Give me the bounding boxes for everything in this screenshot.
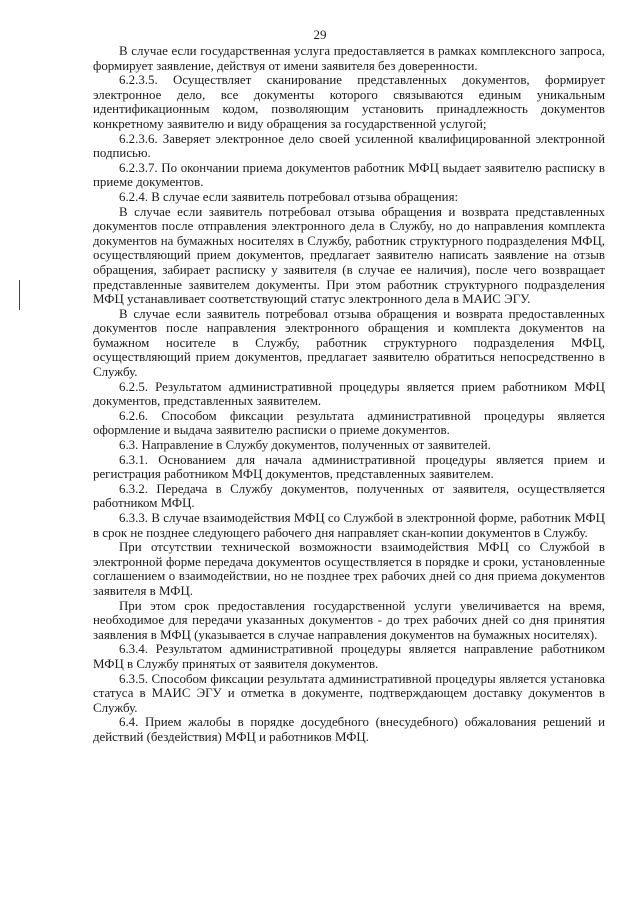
paragraph: В случае если заявитель потребовал отзыва обращения и возврата представленных документов после отправления электронного дела в Службу, но до направления комплекта документов на бумажных носителях в Службу, работник структурного подразделения МФЦ, осуществляющий прием документов, предлагает заявителю написать заявление на отзыв обращения, забирает расписку у заявителя (в случае ее наличия), после чего возвращает представленные заявителем документы. При этом работник структурного подразделения МФЦ устанавливает соответствующий статус электронного дела в МАИС ЭГУ.: [93, 204, 605, 307]
paragraph: 6.3.3. В случае взаимодействия МФЦ со Службой в электронной форме, работник МФЦ в срок не позднее следующего рабочего дня направляет скан-копии документов в Службу.: [93, 511, 605, 540]
page-number: 29: [313, 27, 327, 42]
paragraph: 6.2.3.5. Осуществляет сканирование представленных документов, формирует электронное дело, все документы которого связываются единым уникальным идентификационным кодом, позволяющим установить принадлежность документов конкретному заявителю и виду обращения за государственной услугой;: [93, 73, 605, 131]
paragraph: При этом срок предоставления государственной услуги увеличивается на время, необходимое для передачи указанных документов - до трех рабочих дней со дня принятия заявления в МФЦ (указывается в случае направления документов на бумажных носителях).: [93, 598, 605, 642]
document-body: [93, 44, 605, 745]
margin-mark: [19, 280, 20, 310]
paragraph: 6.2.6. Способом фиксации результата административной процедуры является оформление и выдача заявителю расписки о приеме документов.: [93, 408, 605, 438]
paragraph: 6.3.4. Результатом административной процедуры является направление работником МФЦ в Службу принятых от заявителя документов.: [93, 642, 605, 671]
paragraph: 6.2.3.7. По окончании приема документов работник МФЦ выдает заявителю расписку в приеме документов.: [93, 160, 605, 190]
paragraph: 6.2.5. Результатом административной процедуры является прием работником МФЦ документов, представленных заявителем.: [93, 379, 605, 409]
paragraph: 6.3. Направление в Службу документов, полученных от заявителей.: [119, 438, 491, 453]
paragraph: При отсутствии технической возможности взаимодействия МФЦ со Службой в электронной форме передача документов осуществляется в порядке и сроки, установленные соглашением о взаимодействии, но не позднее трех рабочих дней со дня приема документов заявителя в МФЦ.: [93, 540, 605, 598]
paragraph: 6.3.1. Основанием для начала административной процедуры является прием и регистрация работником МФЦ документов, представленных заявителем.: [93, 452, 605, 482]
paragraph: 6.4. Прием жалобы в порядке досудебного (внесудебного) обжалования решений и действий (бездействия) МФЦ и работников МФЦ.: [93, 715, 605, 744]
paragraph: 6.2.4. В случае если заявитель потребовал отзыва обращения:: [119, 189, 459, 204]
paragraph: В случае если заявитель потребовал отзыва обращения и возврата предоставленных документов после направления электронного обращения и комплекта документов на бумажном носителе в Службу, работник структурного подразделения МФЦ, осуществляющий прием документов, предлагает заявителю обратиться непосредственно в Службу.: [93, 306, 605, 380]
paragraph: 6.2.3.6. Заверяет электронное дело своей усиленной квалифицированной электронной подписью.: [93, 131, 605, 161]
paragraph: 6.3.5. Способом фиксации результата административной процедуры является установка статуса в МАИС ЭГУ и отметка в документе, подтверждающем доставку документов в Службу.: [93, 671, 605, 715]
paragraph: 6.3.2. Передача в Службу документов, полученных от заявителя, осуществляется работником МФЦ.: [93, 481, 605, 511]
paragraph: В случае если государственная услуга предоставляется в рамках комплексного запроса, формирует заявление, действуя от имени заявителя без доверенности.: [93, 44, 605, 73]
